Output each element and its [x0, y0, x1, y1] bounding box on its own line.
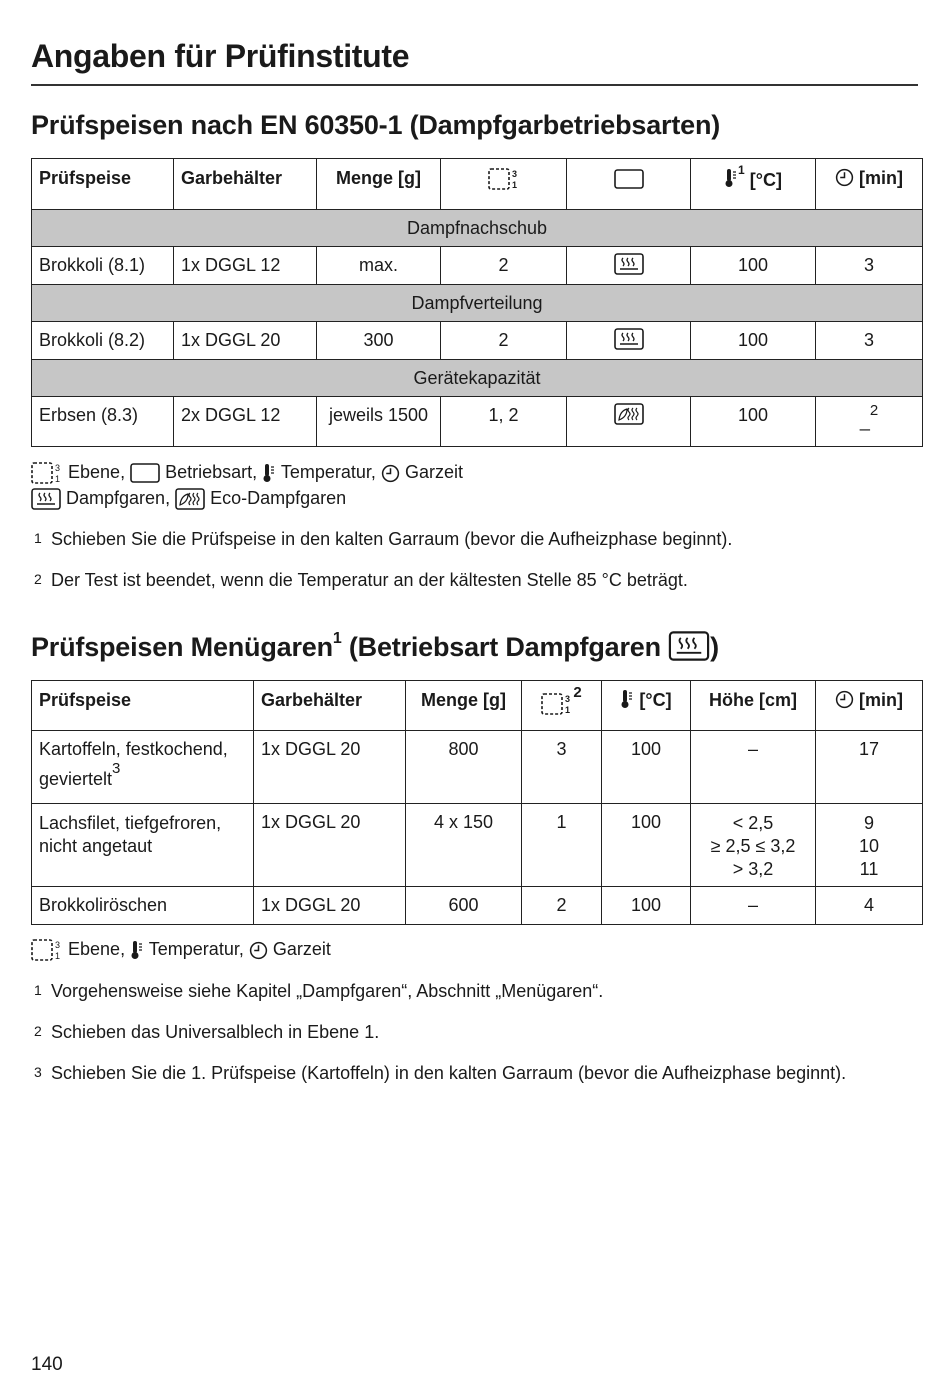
section2-title [31, 632, 719, 664]
temp-footnote-ref: 1 [738, 163, 745, 177]
group-label: Dampfnachschub [32, 210, 923, 247]
time-footnote-ref: 2 [869, 402, 879, 419]
level-footnote-ref: 2 [573, 684, 582, 701]
legend-mode: Betriebsart, [165, 462, 258, 482]
cell-amount: 800 [406, 731, 522, 804]
footnote-text: Vorgehensweise siehe Kapitel „Dampfgaren“, Abschnitt „Menügaren“. [51, 981, 604, 1001]
shelf-level-icon [541, 693, 573, 715]
menu-cooking-test-table [31, 680, 923, 925]
cell-amount: 600 [406, 887, 522, 925]
col-header-mode [567, 159, 691, 210]
cell-amount: 4 x 150 [406, 804, 522, 887]
col-header-time [816, 159, 923, 210]
cell-height [691, 804, 816, 887]
thermometer-icon [130, 940, 144, 960]
footnote-number: 3 [34, 1064, 42, 1080]
footnote-number: 1 [34, 530, 42, 546]
cell-food [32, 731, 254, 804]
legend-line [31, 459, 463, 485]
eco-steam-cooking-icon [175, 488, 205, 510]
section2-title-end: ) [710, 632, 719, 662]
cell-container: 1x DGGL 20 [254, 731, 406, 804]
footnote [34, 1063, 846, 1084]
footnote-text: Schieben Sie die 1. Prüfspeise (Kartoffeln) in den kalten Garraum (bevor die Aufheizphase beginnt). [51, 1063, 847, 1083]
cell-temperature: 100 [602, 731, 691, 804]
clock-icon [249, 941, 268, 960]
operating-mode-icon [614, 169, 644, 189]
legend-temperature: Temperatur, [280, 462, 376, 482]
cell-container: 1x DGGL 12 [174, 247, 317, 285]
page-number: 140 [31, 1354, 63, 1374]
height-range: < 2,5 [732, 813, 774, 833]
food-footnote-ref: 3 [112, 760, 121, 777]
col-header-amount: Menge [g] [317, 159, 441, 210]
legend-line [31, 485, 463, 511]
shelf-level-icon [488, 168, 520, 190]
cell-amount: max. [317, 247, 441, 285]
col-header-temperature [691, 159, 816, 210]
cell-level: 2 [441, 322, 567, 360]
cell-container: 1x DGGL 20 [254, 887, 406, 925]
table-row [32, 397, 923, 447]
cell-level: 3 [522, 731, 602, 804]
col-header-level [522, 681, 602, 731]
food-line-text: geviertelt [39, 769, 113, 789]
cell-level: 2 [441, 247, 567, 285]
footnote-number: 2 [34, 571, 42, 587]
cell-amount: 300 [317, 322, 441, 360]
cell-temperature: 100 [691, 397, 816, 447]
section2-title-footnote-ref: 1 [332, 630, 342, 647]
group-label: Gerätekapazität [32, 360, 923, 397]
cell-time: 17 [816, 731, 923, 804]
table-header-row [32, 681, 923, 731]
cell-amount: jeweils 1500 [317, 397, 441, 447]
group-row [32, 210, 923, 247]
footnote [34, 1022, 379, 1043]
footnote [34, 529, 732, 550]
table-row [32, 322, 923, 360]
footnote [34, 981, 603, 1002]
table-row [32, 887, 923, 925]
cell-food: Brokkoliröschen [32, 887, 254, 925]
legend-level: Ebene, [68, 939, 126, 959]
cell-mode [567, 322, 691, 360]
col-header-temperature [602, 681, 691, 731]
cell-temperature: 100 [691, 247, 816, 285]
footnote-number: 1 [34, 982, 42, 998]
food-line: nicht angetaut [39, 836, 153, 856]
cell-time: 3 [816, 322, 923, 360]
legend-steam: Dampfgaren, [66, 488, 171, 508]
time-value: 10 [858, 836, 880, 856]
table-row [32, 247, 923, 285]
steam-cooking-icon [668, 631, 710, 661]
section1-legend [31, 459, 463, 511]
steam-cooking-icon [614, 328, 644, 350]
cell-time: 3 [816, 247, 923, 285]
cell-mode [567, 397, 691, 447]
table-row [32, 804, 923, 887]
col-header-food: Prüfspeise [32, 159, 174, 210]
thermometer-icon [262, 463, 276, 483]
table-header-row [32, 159, 923, 210]
cell-container: 2x DGGL 12 [174, 397, 317, 447]
clock-icon [835, 168, 854, 187]
thermometer-icon [620, 689, 634, 709]
time-value: 11 [859, 859, 879, 879]
col-header-food: Prüfspeise [32, 681, 254, 731]
shelf-level-icon [31, 462, 63, 484]
section1-title: Prüfspeisen nach EN 60350-1 (Dampfgarbetriebsarten) [31, 110, 721, 140]
cell-temperature: 100 [602, 804, 691, 887]
temp-unit: [°C] [749, 170, 782, 190]
col-header-amount: Menge [g] [406, 681, 522, 731]
cell-height: – [691, 887, 816, 925]
cell-level: 1 [522, 804, 602, 887]
cell-time: 4 [816, 887, 923, 925]
cell-height: – [691, 731, 816, 804]
col-header-time [816, 681, 923, 731]
section2-legend [31, 936, 331, 962]
legend-temperature: Temperatur, [148, 939, 244, 959]
height-range: ≥ 2,5 ≤ 3,2 [710, 836, 796, 856]
cell-container: 1x DGGL 20 [254, 804, 406, 887]
height-range: > 3,2 [732, 859, 774, 879]
food-line: Lachsfilet, tiefgefroren, [39, 813, 222, 833]
group-row [32, 360, 923, 397]
cell-food: Brokkoli (8.1) [32, 247, 174, 285]
clock-icon [381, 464, 400, 483]
cell-level: 2 [522, 887, 602, 925]
time-unit: [min] [859, 690, 903, 710]
food-line: Kartoffeln, festkochend, [39, 739, 228, 759]
footnote-number: 2 [34, 1023, 42, 1039]
section2-title-rest: (Betriebsart Dampfgaren [341, 632, 669, 662]
col-header-container: Garbehälter [174, 159, 317, 210]
cell-container: 1x DGGL 20 [174, 322, 317, 360]
time-value: _ [859, 411, 870, 431]
group-label: Dampfverteilung [32, 285, 923, 322]
legend-time: Garzeit [272, 939, 331, 959]
table-row [32, 731, 923, 804]
legend-eco-steam: Eco-Dampfgaren [210, 488, 347, 508]
cell-temperature: 100 [691, 322, 816, 360]
food-line [39, 760, 246, 794]
legend-time: Garzeit [404, 462, 463, 482]
time-unit: [min] [859, 168, 903, 188]
col-header-container: Garbehälter [254, 681, 406, 731]
section2-title-main: Prüfspeisen Menügaren [31, 632, 333, 662]
cell-level: 1, 2 [441, 397, 567, 447]
footnote [34, 570, 688, 591]
operating-mode-icon [130, 463, 160, 483]
cell-food [32, 804, 254, 887]
cell-food: Erbsen (8.3) [32, 397, 174, 447]
shelf-level-icon [31, 939, 63, 961]
steam-cooking-icon [31, 488, 61, 510]
group-row [32, 285, 923, 322]
cell-temperature: 100 [602, 887, 691, 925]
eco-steam-cooking-icon [614, 403, 644, 425]
cell-time [816, 804, 923, 887]
footnote-text: Schieben das Universalblech in Ebene 1. [51, 1022, 380, 1042]
clock-icon [835, 690, 854, 709]
title-divider [31, 84, 918, 86]
steam-cooking-icon [614, 253, 644, 275]
legend-level: Ebene, [68, 462, 126, 482]
thermometer-icon [724, 168, 738, 188]
cell-time [816, 397, 923, 447]
time-value: 9 [863, 813, 874, 833]
footnote-text: Der Test ist beendet, wenn die Temperatur an der kältesten Stelle 85 °C beträgt. [51, 570, 688, 590]
page-title: Angaben für Prüfinstitute [31, 38, 410, 74]
en60350-test-table [31, 158, 923, 447]
col-header-height: Höhe [cm] [691, 681, 816, 731]
col-header-level [441, 159, 567, 210]
cell-mode [567, 247, 691, 285]
footnote-text: Schieben Sie die Prüfspeise in den kalten Garraum (bevor die Aufheizphase beginnt). [51, 529, 733, 549]
cell-food: Brokkoli (8.2) [32, 322, 174, 360]
temp-unit: [°C] [639, 690, 672, 710]
